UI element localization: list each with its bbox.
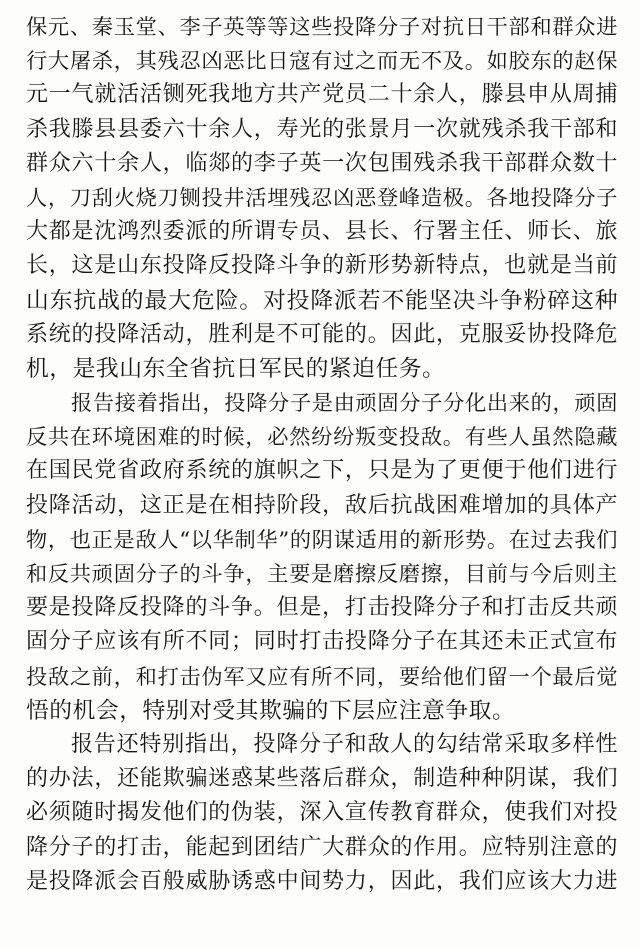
text-line: 投敌之前，和打击伪军又应有所不同，要给他们留一个最后觉	[26, 663, 618, 689]
text-line: 反共在环境困难的时候，必然纷纷叛变投敌。有些人虽然隐藏	[26, 424, 618, 450]
text-line: 必须随时揭发他们的伪装，深入宣传教育群众，使我们对投	[26, 800, 618, 826]
text-line: 和反共顽固分子的斗争，主要是磨擦反磨擦，目前与今后则主	[26, 561, 618, 586]
text-line: 机，是我山东全省抗日军民的紧迫任务。	[26, 355, 446, 382]
text-line: 是投降派会百般威胁诱惑中间势力，因此，我们应该大力进	[26, 868, 618, 894]
text-line: 物，也正是敌人“以华制华”的阴谋适用的新形势。在过去我们	[26, 526, 618, 552]
text-line: 保元、秦玉堂、李子英等等这些投降分子对抗日干部和群众进	[26, 14, 618, 39]
text-line: 悟的机会，特别对受其欺骗的下层应注意争取。	[26, 697, 516, 724]
text-line: 报告接着指出，投降分子是由顽固分子分化出来的，顽固	[71, 390, 618, 416]
text-line: 群众六十余人，临郯的李子英一次包围残杀我干部群众数十	[26, 150, 618, 176]
text-line: 大都是沈鸿烈委派的所谓专员、县长、行署主任、师长、旅	[26, 219, 618, 245]
text-line: 投降活动，这正是在相持阶段，敌后抗战困难增加的具体产	[26, 492, 618, 518]
text-line: 杀我滕县县委六十余人，寿光的张景月一次就残杀我干部和	[26, 116, 618, 142]
text-line: 元一气就活活铡死我地方共产党员二十余人，滕县申从周捕	[26, 82, 618, 108]
text-line: 山东抗战的最大危险。对投降派若不能坚决斗争粉碎这种	[26, 287, 618, 314]
text-line: 报告还特别指出，投降分子和敌人的勾结常采取多样性	[71, 731, 618, 757]
text-line: 人，刀刮火烧刀铡投井活埋残忍凶恶登峰造极。各地投降分子	[26, 184, 618, 210]
text-line: 要是投降反投降的斗争。但是，打击投降分子和打击反共顽	[26, 595, 618, 621]
text-line: 行大屠杀，其残忍凶恶比日寇有过之而无不及。如胶东的赵保	[26, 48, 618, 74]
text-line: 降分子的打击，能起到团结广大群众的作用。应特别注意的	[26, 834, 618, 860]
text-line: 固分子应该有所不同；同时打击投降分子在其还未正式宣布	[26, 629, 618, 655]
text-line: 系统的投降活动，胜利是不可能的。因此，克服妥协投降危	[26, 321, 618, 347]
text-line: 在国民党省政府系统的旗帜之下，只是为了更便于他们进行	[26, 458, 618, 484]
document-body	[26, 10, 618, 899]
text-line: 的办法，还能欺骗迷惑某些落后群众，制造种种阴谋，我们	[26, 766, 618, 792]
text-line: 长，这是山东投降反投降斗争的新形势新特点，也就是当前	[26, 253, 618, 279]
